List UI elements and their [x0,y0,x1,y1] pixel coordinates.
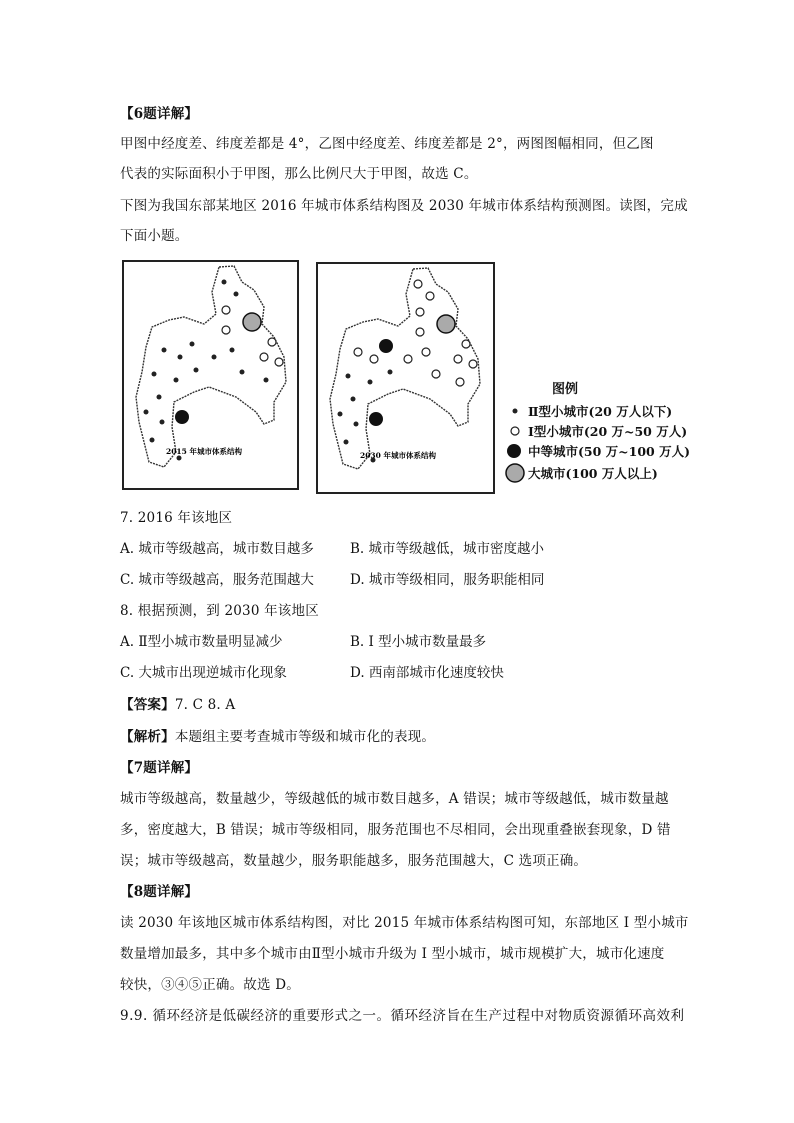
section6-heading: 【6题详解】 [120,106,199,122]
map-2030 [318,264,493,492]
legend-title: 图例 [552,382,579,397]
q7-option-a: A. 城市等级越高，城市数目越多 [120,541,314,557]
q8-option-b: B. I 型小城市数量最多 [350,634,487,650]
analysis-line [120,727,435,747]
q8-stem: 8. 根据预测，到 2030 年该地区 [120,603,319,619]
intro-line2: 下面小题。 [120,228,189,244]
section8-line2: 数量增加最多，其中多个城市由Ⅱ型小城市升级为 I 型小城市，城市规模扩大，城市化速度 [120,946,665,962]
section7-line2: 多，密度越大，B 错误；城市等级相同，服务范围也不尽相同，会出现重叠嵌套现象，D 错 [120,822,671,838]
map-2015 [124,262,297,488]
q8-option-a: A. Ⅱ型小城市数量明显减少 [120,634,283,650]
section8-line3: 较快，③④⑤正确。故选 D。 [120,977,300,993]
q7-option-c: C. 城市等级越高，服务范围越大 [120,572,314,588]
small-dot-icon [508,403,522,419]
ring-dot-icon [508,423,522,439]
intro-line1: 下图为我国东部某地区 2016 年城市体系结构图及 2030 年城市体系结构预测图。读图，完成 [120,198,688,214]
analysis-text: 本题组主要考查城市等级和城市化的表现。 [174,729,436,745]
map-2030-frame [316,262,495,494]
solid-circle-icon [506,443,522,459]
answer-line [120,695,235,715]
map-2015-caption: 2015 年城市体系结构 [166,447,242,456]
answer-label: 【答案】 [120,697,175,713]
q7-option-b: B. 城市等级越低，城市密度越小 [350,541,545,557]
map-2015-frame [122,260,299,490]
section7-line3: 误；城市等级越高，数量越少，服务职能越多，服务范围越大，C 选项正确。 [120,853,588,869]
q7-stem: 7. 2016 年该地区 [120,510,233,526]
section7-line1: 城市等级越高，数量越少，等级越低的城市数目越多，A 错误；城市等级越低，城市数量越 [120,791,669,807]
q8-option-c: C. 大城市出现逆城市化现象 [120,665,287,681]
section8-line1: 读 2030 年该地区城市体系结构图，对比 2015 年城市体系结构图可知，东部地区 I 型小城市 [120,915,689,931]
map-2030-caption: 2030 年城市体系结构 [360,451,436,460]
section7-heading: 【7题详解】 [120,760,199,776]
answer-value: 7. C 8. A [174,697,236,713]
q7-option-d: D. 城市等级相同，服务职能相同 [350,572,545,588]
section6-text-line1: 甲图中经度差、纬度差都是 4°，乙图中经度差、纬度差都是 2°，两图图幅相同，但乙图 [120,136,654,152]
section8-heading: 【8题详解】 [120,884,199,900]
hatched-circle-icon [505,463,525,483]
q9-text: 9.9. 循环经济是低碳经济的重要形式之一。循环经济旨在生产过程中对物质资源循环高效利 [120,1008,685,1024]
analysis-label: 【解析】 [120,729,175,745]
q8-option-d: D. 西南部城市化速度较快 [350,665,504,681]
section6-text-line2: 代表的实际面积小于甲图，那么比例尺大于甲图，故选 C。 [120,166,478,182]
